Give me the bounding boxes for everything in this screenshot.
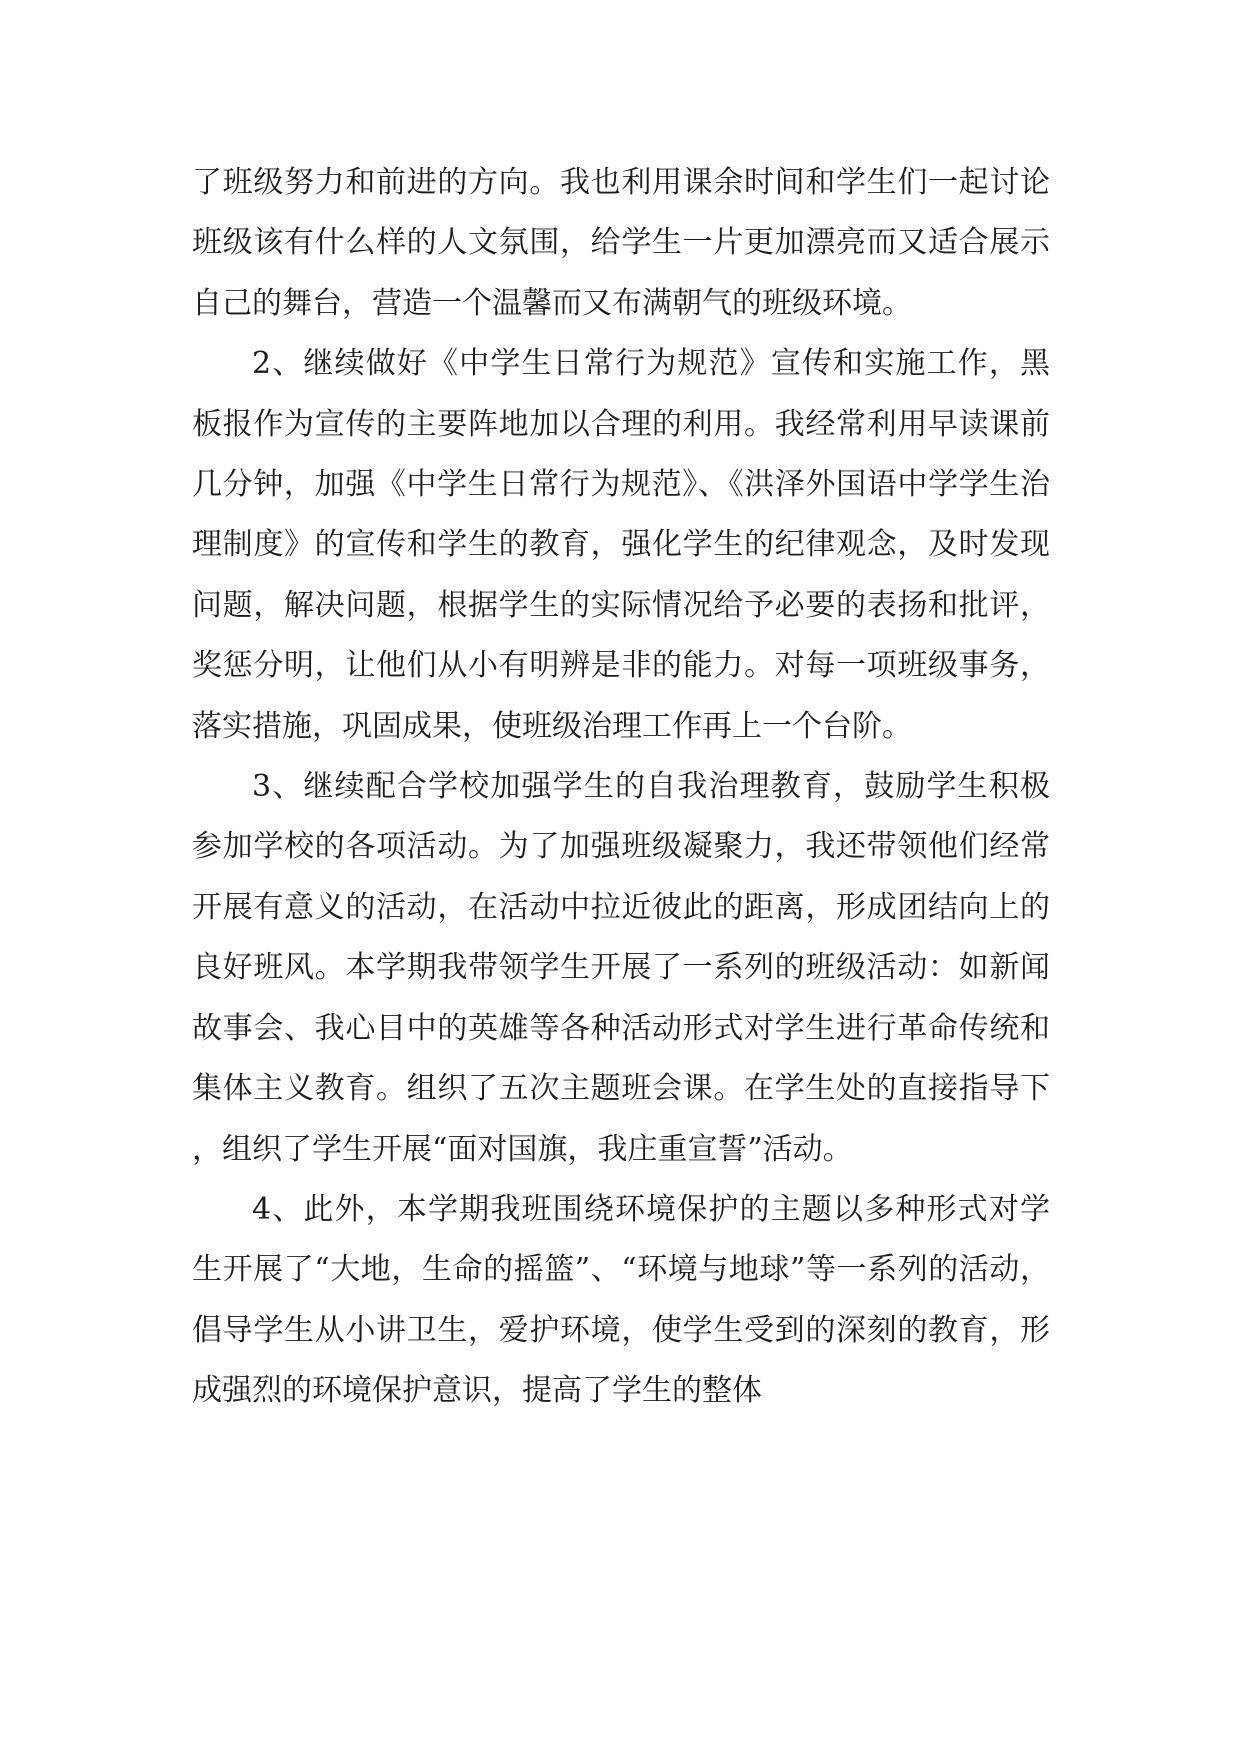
paragraph-item-4: 4、此外，本学期我班围绕环境保护的主题以多种形式对学生开展了“大地，生命的摇篮”、“环境与地球”等一系列的活动，倡导学生从小讲卫生，爱护环境，使学生受到的深刻的教育，形成强烈的环境保护意识，提高了学生的整体 — [192, 1191, 1050, 1409]
paragraph-item-3: 3、继续配合学校加强学生的自我治理教育，鼓励学生积极参加学校的各项活动。为了加强班级凝聚力，我还带领他们经常开展有意义的活动，在活动中拉近彼此的距离，形成团结向上的良好班风。本学期我带领学生开展了一系列的班级活动：如新闻故事会、我心目中的英雄等各种活动形式对学生进行革命传统和集体主义教育。组织了五次主题班会课。在学生处的直接指导下，组织了学生开展“面对国旗，我庄重宣誓”活动。 — [192, 769, 1050, 1167]
paragraph-item-2: 2、继续做好《中学生日常行为规范》宣传和实施工作，黑板报作为宣传的主要阵地加以合理的利用。我经常利用早读课前几分钟，加强《中学生日常行为规范》、《洪泽外国语中学学生治理制度》的宣传和学生的教育，强化学生的纪律观念，及时发现问题，解决问题，根据学生的实际情况给予必要的表扬和批评，奖惩分明，让他们从小有明辨是非的能力。对每一项班级事务，落实措施，巩固成果，使班级治理工作再上一个台阶。 — [192, 346, 1050, 744]
paragraph-continuation: 了班级努力和前进的方向。我也利用课余时间和学生们一起讨论班级该有什么样的人文氛围，给学生一片更加漂亮而又适合展示自己的舞台，营造一个温馨而又布满朝气的班级环境。 — [192, 165, 1050, 321]
document-body — [192, 153, 1050, 1422]
